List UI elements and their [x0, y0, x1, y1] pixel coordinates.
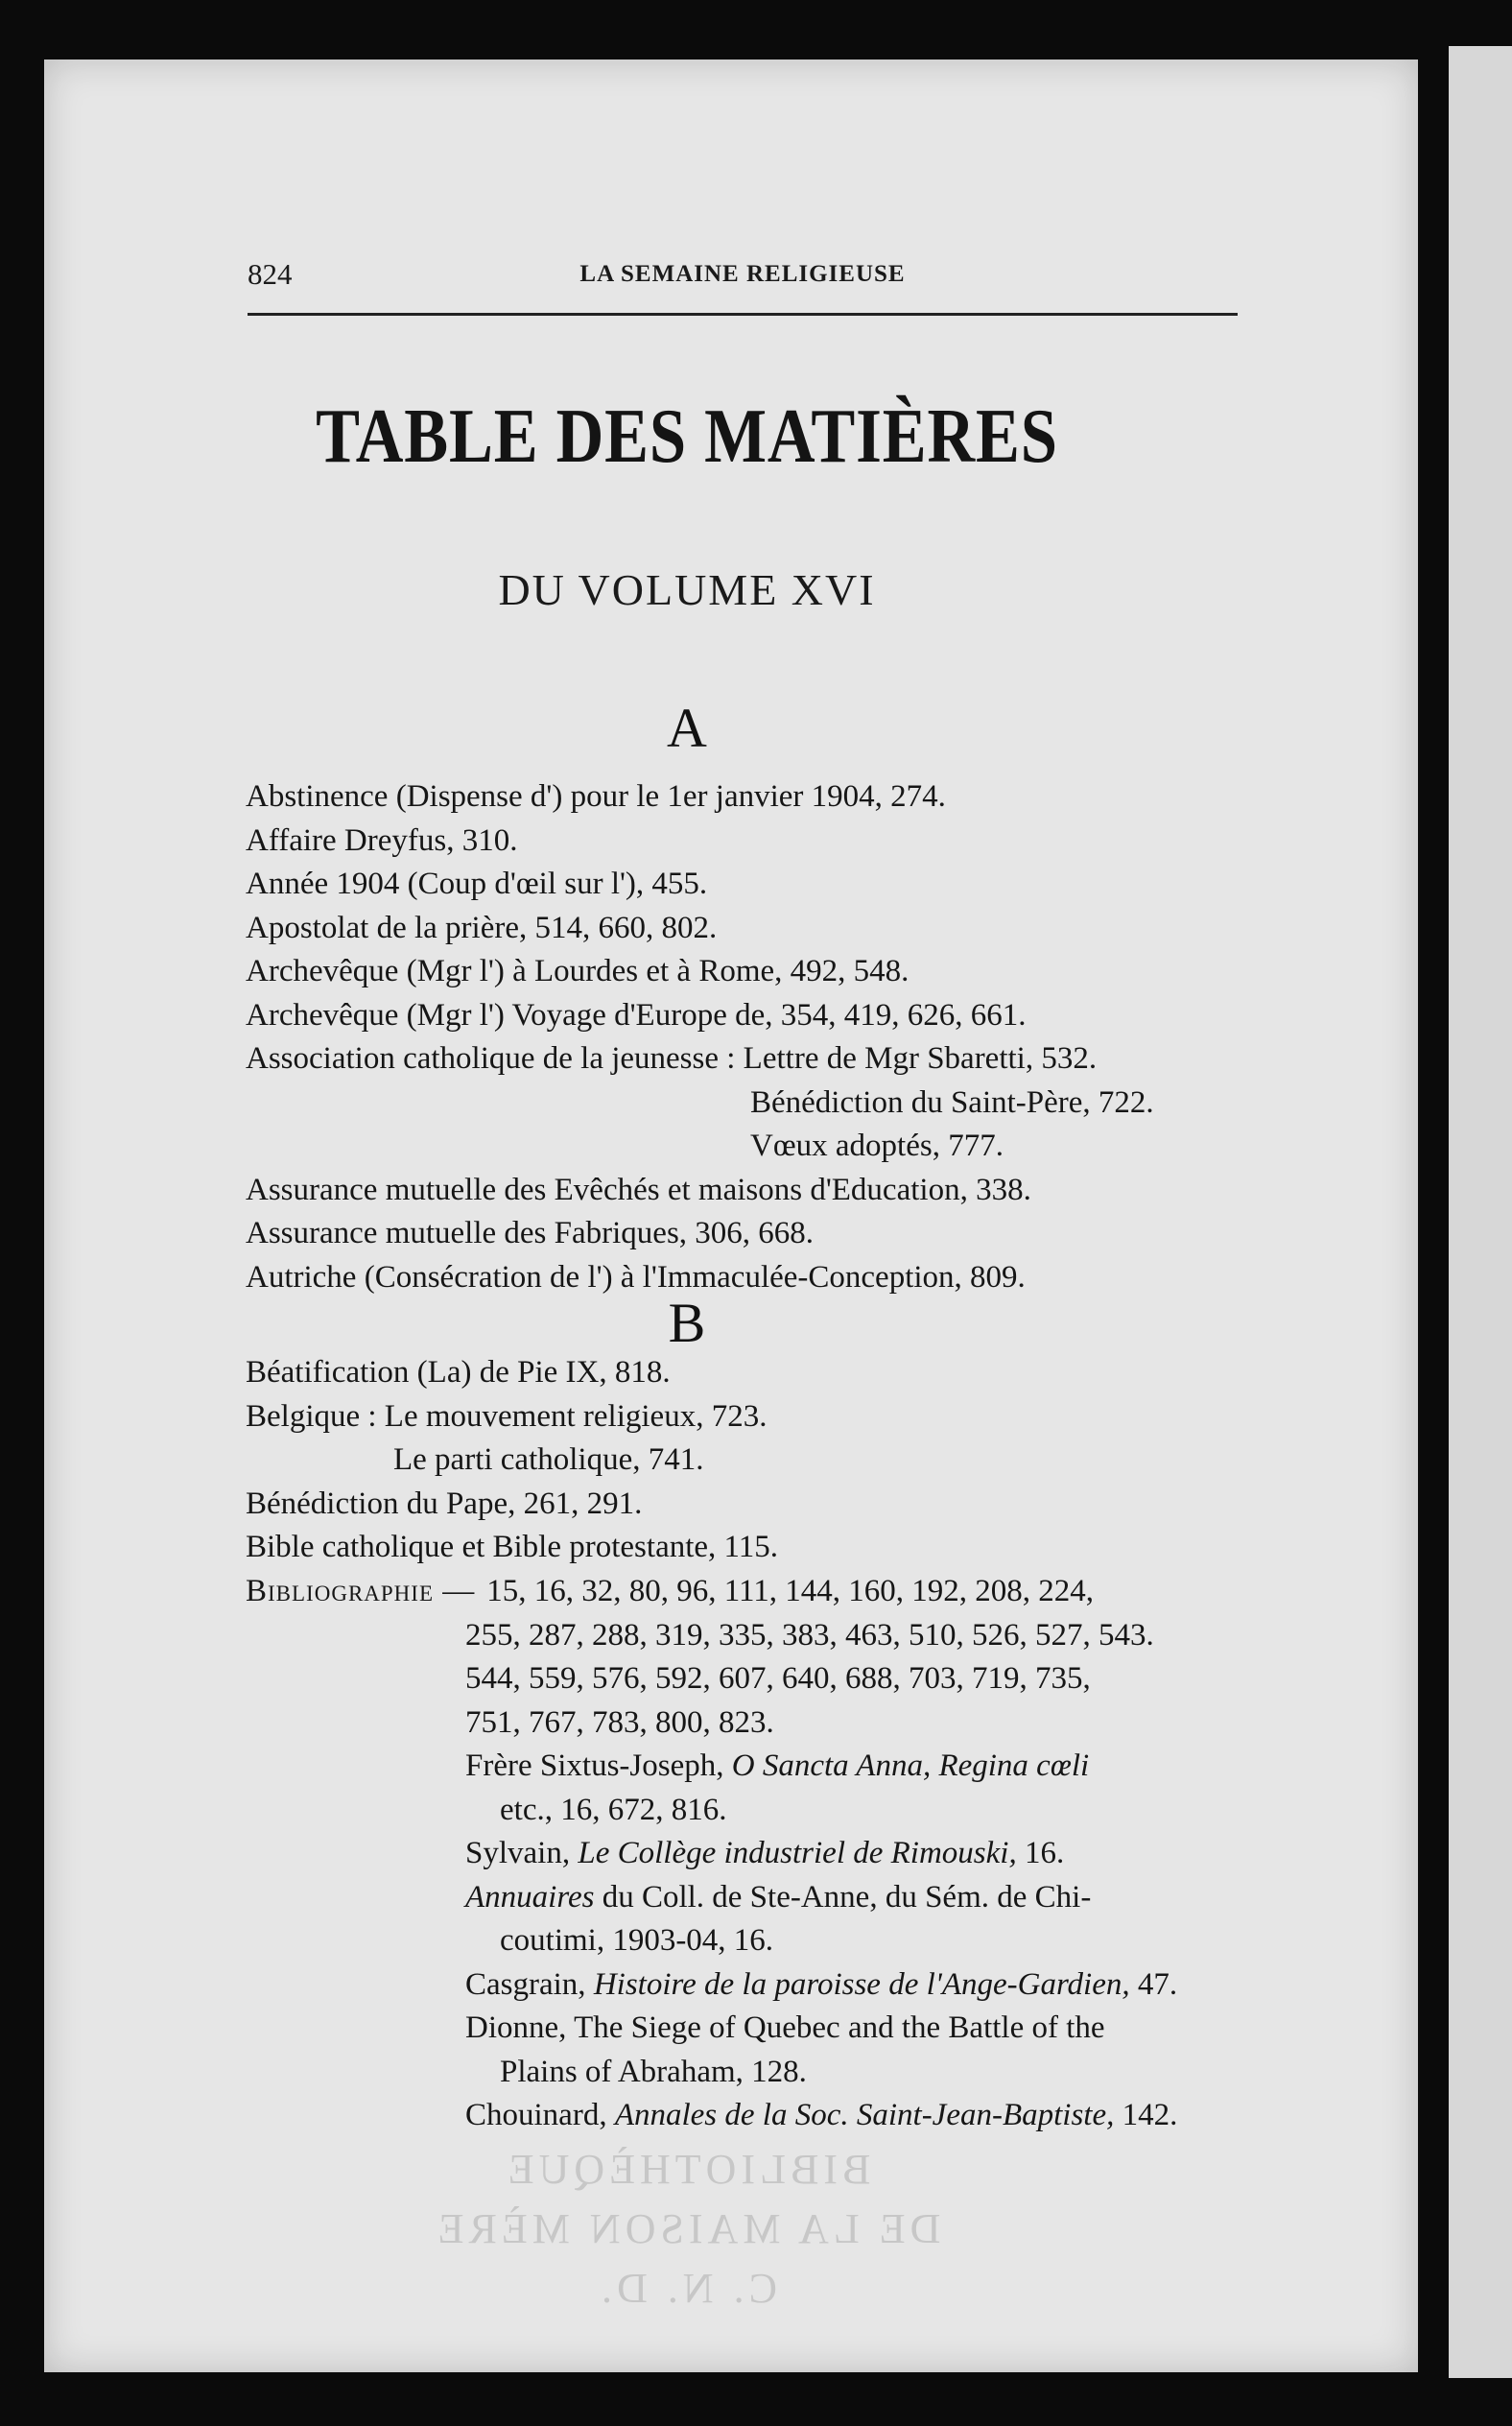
- bibliographie-numbers: 751, 767, 783, 800, 823.: [465, 1704, 774, 1740]
- stamp-line: C. N. D.: [597, 2265, 777, 2312]
- section-letter-a: A: [667, 697, 707, 759]
- index-entry: Archevêque (Mgr l') Voyage d'Europe de, 354, 419, 626, 661.: [246, 997, 1027, 1033]
- running-head: [248, 257, 1238, 305]
- bibliographie-entry: [246, 1570, 1253, 2138]
- ref-work: O Sancta Anna, Regina cœli: [731, 1748, 1090, 1783]
- index-entry: Bible catholique et Bible protestante, 115.: [246, 1530, 779, 1564]
- adjacent-page-edge: [1449, 46, 1512, 2378]
- bibliography-reference: [246, 1963, 1253, 2008]
- ref-work: Annuaires: [465, 1879, 595, 1915]
- ref-author: Casgrain,: [465, 1966, 586, 2002]
- ref-pages: coutimi, 1903-04, 16.: [500, 1923, 774, 1958]
- index-entry: Autriche (Consécration de l') à l'Immaculée-Conception, 809.: [246, 1259, 1026, 1295]
- ref-pages: 47.: [1137, 1966, 1178, 2002]
- ref-detail: du Coll. de Ste-Anne, du Sém. de Chi-: [602, 1879, 1092, 1915]
- page-number: 824: [248, 257, 293, 291]
- index-entry: Association catholique de la jeunesse : Lettre de Mgr Sbaretti, 532.: [246, 1041, 1098, 1076]
- section-b-entries: [246, 1351, 1263, 1570]
- section-a-entries: [246, 775, 1263, 1299]
- index-entry: Belgique : Le mouvement religieux, 723.: [246, 1398, 768, 1434]
- bibliography-reference: [246, 2007, 1253, 2094]
- index-entry: Archevêque (Mgr l') à Lourdes et à Rome, 492, 548.: [246, 954, 910, 988]
- index-entry: Apostolat de la prière, 514, 660, 802.: [246, 910, 718, 945]
- ref-author: Sylvain,: [465, 1836, 571, 1870]
- index-entry: Affaire Dreyfus, 310.: [246, 822, 518, 858]
- header-rule: [248, 313, 1238, 316]
- ref-pages: 16.: [1024, 1836, 1065, 1870]
- page-subtitle: DU VOLUME XVI: [498, 565, 876, 614]
- bibliography-reference: [246, 1745, 1253, 1832]
- ref-pages: Plains of Abraham, 128.: [500, 2054, 807, 2089]
- index-entry: Assurance mutuelle des Fabriques, 306, 668.: [246, 1216, 815, 1250]
- ref-pages: etc., 16, 672, 816.: [500, 1792, 727, 1827]
- page-title: TABLE DES MATIÈRES: [316, 394, 1058, 479]
- index-entry: Abstinence (Dispense d') pour le 1er janvier 1904, 274.: [246, 779, 946, 814]
- bibliographie-numbers: 255, 287, 288, 319, 335, 383, 463, 510, 526, 527, 543.: [465, 1617, 1154, 1653]
- bibliography-reference: [246, 1876, 1253, 1963]
- running-title: LA SEMAINE RELIGIEUSE: [579, 261, 906, 287]
- ref-work: Annales de la Soc. Saint-Jean-Baptiste,: [614, 2098, 1115, 2132]
- index-entry: Bénédiction du Pape, 261, 291.: [246, 1486, 643, 1521]
- index-subentry: Le parti catholique, 741.: [393, 1442, 704, 1477]
- index-subentry: Bénédiction du Saint-Père, 722.: [750, 1084, 1154, 1120]
- ref-author: Dionne,: [465, 2010, 567, 2045]
- ref-work: Histoire de la paroisse de l'Ange-Gardien,: [593, 1966, 1130, 2002]
- ref-author: Frère Sixtus-Joseph,: [465, 1748, 724, 1783]
- stamp-line: DE LA MAISON MÈRE: [433, 2205, 941, 2252]
- index-subentry: Vœux adoptés, 777.: [750, 1129, 1004, 1163]
- library-stamp-bleedthrough: [0, 2140, 1374, 2319]
- ref-work: Le Collège industriel de Rimouski,: [578, 1836, 1017, 1870]
- stamp-line: BIBLIOTHÈQUE: [503, 2146, 871, 2193]
- section-letter-b: B: [668, 1292, 706, 1354]
- ref-detail: The Siege of Quebec and the Battle of the: [574, 2010, 1105, 2045]
- index-entry: Assurance mutuelle des Evêchés et maisons d'Education, 338.: [246, 1172, 1031, 1207]
- bibliographie-label: Bibliographie —: [246, 1574, 476, 1608]
- index-entry: Béatification (La) de Pie IX, 818.: [246, 1355, 671, 1390]
- bibliography-reference: [246, 1832, 1253, 1876]
- bibliographie-first-line: [246, 1570, 1253, 1614]
- ref-pages: 142.: [1122, 2098, 1178, 2132]
- index-entry: Année 1904 (Coup d'œil sur l'), 455.: [246, 867, 708, 901]
- bibliographie-numbers: 15, 16, 32, 80, 96, 111, 144, 160, 192, 208, 224,: [486, 1574, 1095, 1608]
- bibliography-reference: [246, 2094, 1253, 2138]
- bibliographie-numbers: 544, 559, 576, 592, 607, 640, 688, 703, 719, 735,: [465, 1661, 1091, 1696]
- ref-author: Chouinard,: [465, 2098, 607, 2132]
